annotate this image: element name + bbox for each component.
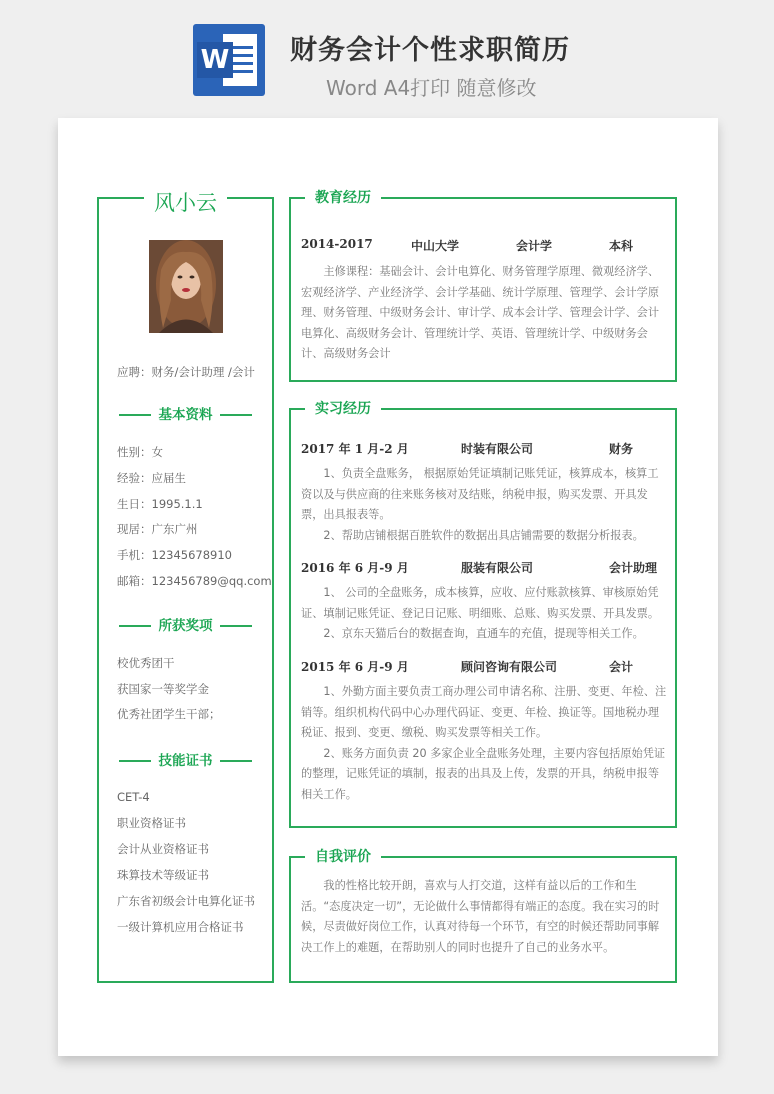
info-birthday: 生日：1995.1.1 [117, 497, 203, 511]
info-phone: 手机：12345678910 [117, 548, 232, 562]
award-item: 获国家一等奖学金 [117, 682, 209, 696]
info-location: 现居：广东广州 [117, 522, 198, 536]
info-gender: 性别：女 [117, 445, 163, 459]
skill-item: 广东省初级会计电算化证书 [117, 894, 255, 908]
job-duties: 1、负责全盘账务， 根据原始凭证填制记账凭证，核算成本，核算工资以及与供应商的往来账务核对及结账，纳税申报，购买发票、开具发票，出具报表等。 2、帮助店铺根据百胜软件的数据出具店铺需要的数据分析报表。 [301, 467, 659, 542]
edu-school: 中山大学 [411, 239, 460, 253]
self-eval-section [289, 849, 677, 983]
skill-item: 珠算技术等级证书 [117, 868, 209, 882]
awards-heading: 所获奖项 [99, 615, 272, 635]
edu-period: 2014-2017 [301, 237, 373, 251]
skill-item: 会计从业资格证书 [117, 842, 209, 856]
job-duties: 1、 公司的全盘账务，成本核算，应收、应付账款核算、审核原始凭证、填制记账凭证、登记日记账、明细账、总账、购买发票、开具发票。 2、京东天猫后台的数据查询，直通车的充值，提现等相关工作。 [301, 586, 660, 640]
candidate-name: 风小云 [144, 191, 227, 215]
edu-major: 会计学 [516, 239, 553, 253]
avatar-photo [149, 240, 223, 333]
info-experience: 经验：应届生 [117, 471, 186, 485]
internship-heading: 实习经历 [305, 398, 381, 418]
basic-info-heading: 基本资料 [99, 404, 272, 424]
skill-item: 一级计算机应用合格证书 [117, 920, 244, 934]
self-eval-heading: 自我评价 [305, 846, 381, 866]
page-title: 财务会计个性求职简历 [290, 35, 570, 66]
apply-position: 应聘：财务/会计助理 /会计 [117, 365, 255, 379]
skills-heading: 技能证书 [99, 750, 272, 770]
internship-section: 实习经历 2017 年 1 月-2 月 时装有限公司 财务 1、负责全盘账务， 根据原始凭证填制记账凭证，核算成本，核算工资以及与供应商的往来账务核对及结账，纳税申报，购买发票、开具发票，出具报表等。 2、帮助店铺根据百胜软件的数据出具店铺需要的数据分析报表。 2016 年 6 月-9 月 服装有限公司 会计助理 1、 公司的全盘账务，成本核算，应收、应付账款核算、审核原始凭证、填制记账凭证、登记日记账、明细账、总账、购买发票、开具发票。 2、京东天猫后台的数据查询，直通车的充值，提现等相关工作。 2015 年 6 月-9 月 顾问咨询有限公司 会计 1、外勤方面主要负责工商办理公司申请名称、注册、变更、年检、注销等。组织机构代码中心办理代码证、变更、年检、换证等。国地税办理税证、报到、变更、缴税、购买发票等相关工作。 2、账务方面负责 20 多家企业全盘账务处理，主要内容包括原始凭证的整理，记账凭证的填制，报表的出具及上传，发票的开具，纳税申报等相关工作。 [289, 408, 677, 828]
edu-degree: 本科 [609, 239, 634, 253]
job-duties: 1、外勤方面主要负责工商办理公司申请名称、注册、变更、年检、注销等。组织机构代码中心办理代码证、变更、年检、换证等。国地税办理税证、报到、变更、缴税、购买发票等相关工作。 2、账务方面负责 20 多家企业全盘账务处理，主要内容包括原始凭证的整理，记账凭证的填制，报表的出具及上传，发票的开具，纳税申报等相关工作。 [301, 685, 667, 801]
award-item: 优秀社团学生干部； [117, 707, 221, 721]
award-item: 校优秀团干 [117, 656, 175, 670]
word-letter: W [197, 42, 233, 78]
self-eval-text: 我的性格比较开朗，喜欢与人打交道，这样有益以后的工作和生活。“态度决定一切”，无论做什么事情都得有端正的态度。我在实习的时候，尽责做好岗位工作，认真对待每一个环节，有空的时候还帮助同事解决工作上的难题，在帮助别人的同时也提升了自己的业务水平。 [301, 879, 660, 954]
page-subtitle: Word A4打印 随意修改 [326, 76, 537, 100]
page-header [0, 0, 774, 118]
edu-courses: 主修课程：基础会计、会计电算化、财务管理学原理、微观经济学、宏观经济学、产业经济学、会计学基础、统计学原理、管理学、会计学原理、财务管理、中级财务会计、审计学、成本会计学、管理会计学、会计电算化、高级财务会计、管理统计学、英语、管理统计学、中级财务会计、高级财务会计 [301, 265, 660, 360]
skill-item: CET-4 [117, 790, 150, 804]
word-icon [193, 24, 265, 96]
skill-item: 职业资格证书 [117, 816, 186, 830]
resume-paper [58, 118, 718, 1056]
info-email: 邮箱：123456789@qq.com [117, 574, 272, 588]
profile-column [97, 191, 274, 983]
education-heading: 教育经历 [305, 187, 381, 207]
education-section [289, 190, 677, 382]
